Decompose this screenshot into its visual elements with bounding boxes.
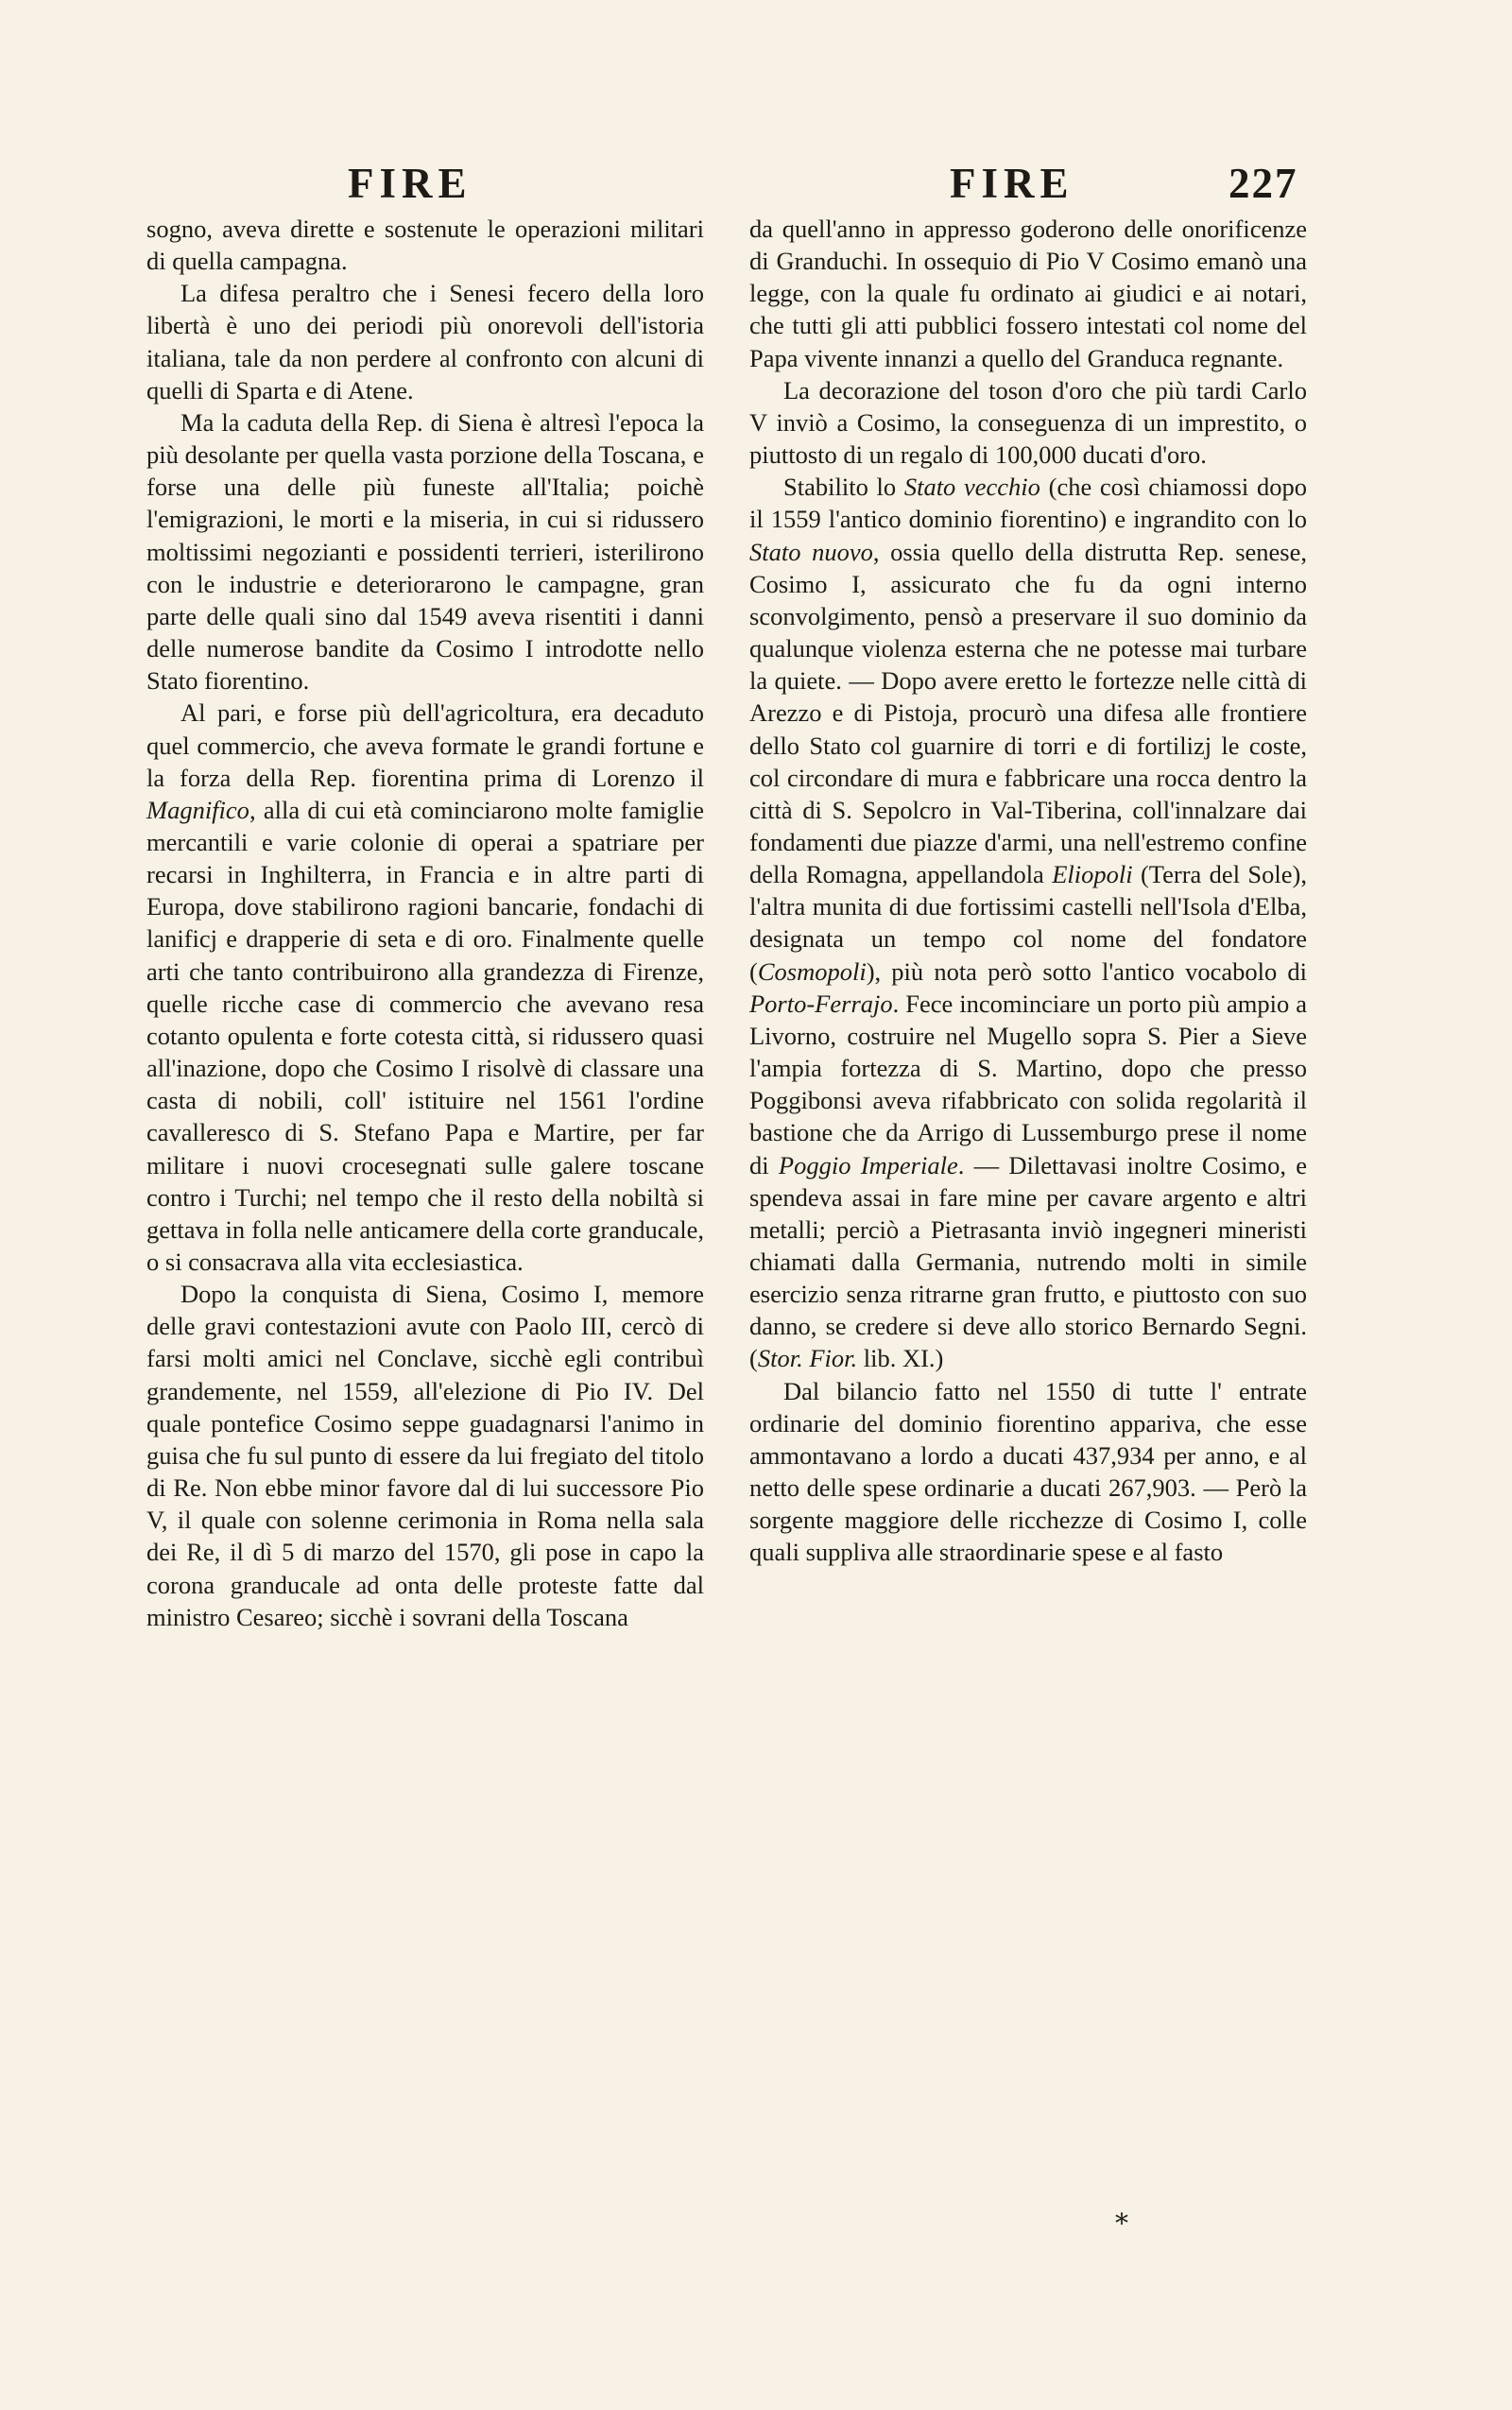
italic-term-porto-ferrajo: Porto-Ferrajo bbox=[749, 989, 893, 1018]
running-head-right: FIRE bbox=[950, 160, 1074, 207]
text-run: Stabilito lo bbox=[783, 473, 904, 502]
left-paragraph-1: sogno, aveva dirette e sostenute le operazioni militari di quella campagna. bbox=[146, 215, 704, 276]
text-run: ), più nota però sotto l'antico vocabolo di bbox=[866, 956, 1307, 986]
text-run: . — Dilettavasi inoltre Cosimo, e spendeva assai in fare mine per cavare argento e altri metalli; perciò a Pietrasanta inviò ingegneri mineristi chiamati dalla Germania, nutrendo molti in simile esercizio senza ritrarne gran frutto, e piuttosto con suo danno, se credere si deve allo storico Bernardo Segni. ( bbox=[749, 1150, 1307, 1373]
italic-term-stato-nuovo: Stato nuovo bbox=[749, 537, 873, 566]
right-paragraph-3 bbox=[749, 471, 1307, 1374]
page-number: 227 bbox=[1228, 160, 1298, 207]
text-run: , alla di cui età cominciarono molte famiglie mercantili e varie colonie di operai a spatriare per recarsi in Inghilterra, in Francia e in altre parti di Europa, dove stabilirono ragioni bancarie, fondachi di lanificj e drapperie di seta e di oro. Finalmente quelle arti che tanto contribuirono alla grandezza di Firenze, quelle ricche case di commercio che avevano resa cotanto opulenta e forte cotesta città, si ridussero quasi all'inazione, dopo che Cosimo I risolvè di classare una casta di nobili, coll' istituire nel 1561 l'ordine cavalleresco di S. Stefano Papa e Martire, per far militare i nuovi crocesegnati sulle galere toscane contro i Turchi; nel tempo che il resto della nobiltà si gettava in folla nelle anticamere della corte granducale, o si consacrava alla vita ecclesiastica. bbox=[146, 795, 704, 1276]
italic-term-poggio-imperiale: Poggio Imperiale bbox=[778, 1150, 958, 1179]
left-paragraph-3: Ma la caduta della Rep. di Siena è altresì l'epoca la più desolante per quella vasta porzione della Toscana, e forse una delle più funeste all'Italia; poichè l'emigrazioni, le morti e la miseria, in cui si ridussero moltissimi negozianti e possidenti terrieri, isterilirono con le industrie e deteriorarono le campagne, gran parte delle quali sino dal 1549 aveva risentiti i danni delle numerose bandite da Cosimo I introdotte nello Stato fiorentino. bbox=[146, 407, 704, 696]
italic-term-stato-vecchio: Stato vecchio bbox=[903, 473, 1040, 502]
text-run: . Fece incominciare un porto più ampio a Livorno, costruire nel Mugello sopra S. Pier a Sieve l'ampia fortezza di S. Martino, dopo che presso Poggibonsi aveva rifabbricato con solida regolarità il bastione che da Arrigo di Lussemburgo prese il nome di bbox=[749, 989, 1307, 1179]
italic-term-eliopoli: Eliopoli bbox=[1052, 860, 1133, 889]
right-column bbox=[749, 213, 1307, 1569]
left-column bbox=[146, 213, 704, 1633]
text-run: lib. XI.) bbox=[857, 1344, 944, 1373]
left-paragraph-4 bbox=[146, 697, 704, 1278]
left-paragraph-2: La difesa peraltro che i Senesi fecero della loro libertà è uno dei periodi più onorevoli dell'istoria italiana, tale da non perdere al confronto con alcuni di quelli di Sparta e di Atene. bbox=[146, 279, 704, 405]
text-run: (Terra del Sole), l'altra munita di due fortissimi castelli nell'Isola d'Elba, designata un tempo col nome del fondatore ( bbox=[749, 860, 1307, 986]
text-run: Al pari, e forse più dell'agricoltura, era decaduto quel commercio, che aveva formate le grandi fortune e la forza della Rep. fiorentina prima di Lorenzo il bbox=[146, 698, 704, 792]
right-paragraph-1: da quell'anno in appresso goderono delle onorificenze di Granduchi. In ossequio di Pio V Cosimo emanò una legge, con la quale fu ordinato ai giudici e ai notari, che tutti gli atti pubblici fossero intestati col nome del Papa vivente innanzi a quello del Granduca regnante. bbox=[749, 215, 1307, 372]
italic-term-cosmopoli: Cosmopoli bbox=[757, 956, 867, 986]
running-head-left: FIRE bbox=[348, 160, 472, 207]
signature-mark: * bbox=[1115, 2208, 1128, 2239]
right-paragraph-2: La decorazione del toson d'oro che più tardi Carlo V inviò a Cosimo, la conseguenza di un imprestito, o piuttosto di un regalo di 100,000 ducati d'oro. bbox=[749, 375, 1307, 470]
text-run: , ossia quello della distrutta Rep. senese, Cosimo I, assicurato che fu da ogni interno sconvolgimento, pensò a preservare il suo dominio da qualunque violenza esterna che ne potesse mai turbare la quiete. — Dopo avere eretto le fortezze nelle città di Arezzo e di Pistoja, procurò una difesa alle frontiere dello Stato col guarnire di torri e di fortilizj le coste, col circondare di mura e fabbricare una rocca dentro la città di S. Sepolcro in Val-Tiberina, coll'innalzare dai fondamenti due piazze d'armi, una nell'estremo confine della Romagna, appellandola bbox=[749, 537, 1307, 889]
left-paragraph-5: Dopo la conquista di Siena, Cosimo I, memore delle gravi contestazioni avute con Paolo III, cercò di farsi molti amici nel Conclave, sicchè egli contribuì grandemente, nel 1559, all'elezione di Pio IV. Del quale pontefice Cosimo seppe guadagnarsi l'animo in guisa che fu sul punto di essere da lui fregiato del titolo di Re. Non ebbe minor favore dal di lui successore Pio V, il quale con solenne cerimonia in Roma nella sala dei Re, il dì 5 di marzo del 1570, gli pose in capo la corona granducale ad onta delle proteste fatte dal ministro Cesareo; sicchè i sovrani della Toscana bbox=[146, 1280, 704, 1631]
italic-citation: Stor. Fior. bbox=[757, 1344, 858, 1373]
italic-term-magnifico: Magnifico bbox=[146, 795, 249, 824]
text-run: (che così chiamossi dopo il 1559 l'antico dominio fiorentino) e ingrandito con lo bbox=[749, 473, 1307, 534]
right-paragraph-4: Dal bilancio fatto nel 1550 di tutte l' entrate ordinarie del dominio fiorentino appariva, che esse ammontavano a lordo a ducati 437,934 per anno, e al netto delle spese ordinarie a ducati 267,903. — Però la sorgente maggiore delle ricchezze di Cosimo I, colle quali suppliva alle straordinarie spese e al fasto bbox=[749, 1376, 1307, 1567]
